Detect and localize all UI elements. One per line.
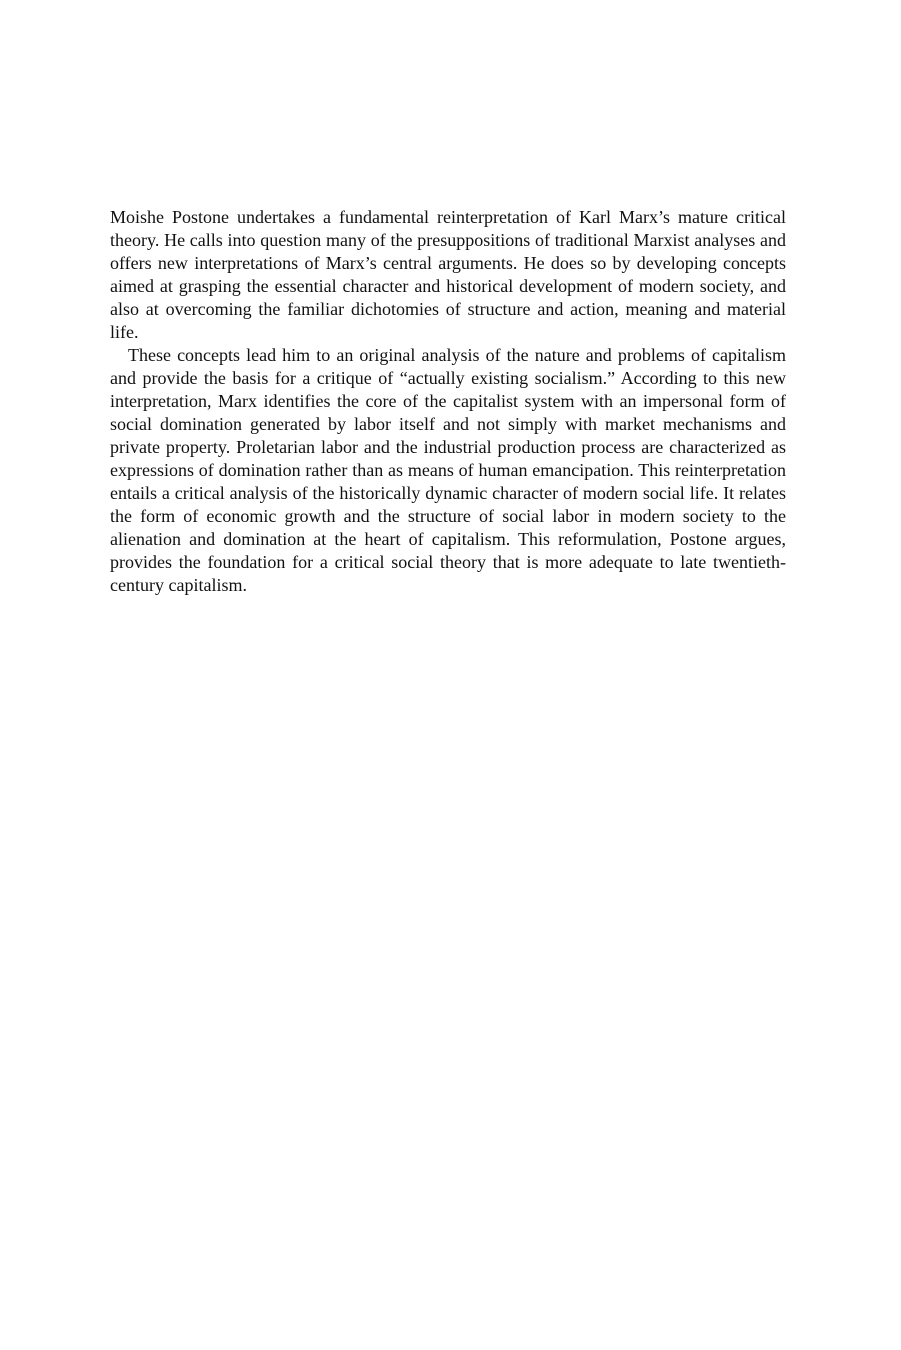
summary-text [110,206,786,597]
paragraph-1: Moishe Postone undertakes a fundamental reinterpretation of Karl Marx’s mature critical theory. He calls into question many of the presuppositions of traditional Marxist analyses and offers new interpretations of Marx’s central arguments. He does so by developing concepts aimed at grasping the essential character and historical development of modern society, and also at overcoming the familiar dichotomies of structure and action, meaning and material life. [110,207,786,342]
paragraph-2: These concepts lead him to an original analysis of the nature and problems of capitalism and provide the basis for a critique of “actually existing socialism.” According to this new interpretation, Marx identifies the core of the capitalist system with an impersonal form of social domination generated by labor itself and not simply with market mechanisms and private property. Proletarian labor and the industrial production process are characterized as expressions of domination rather than as means of human emancipation. This reinterpretation entails a critical analysis of the historically dynamic character of modern social life. It relates the form of economic growth and the structure of social labor in modern society to the alienation and domination at the heart of capitalism. This reformulation, Postone argues, provides the foundation for a critical social theory that is more adequate to late twentieth-century capitalism. [110,345,786,595]
